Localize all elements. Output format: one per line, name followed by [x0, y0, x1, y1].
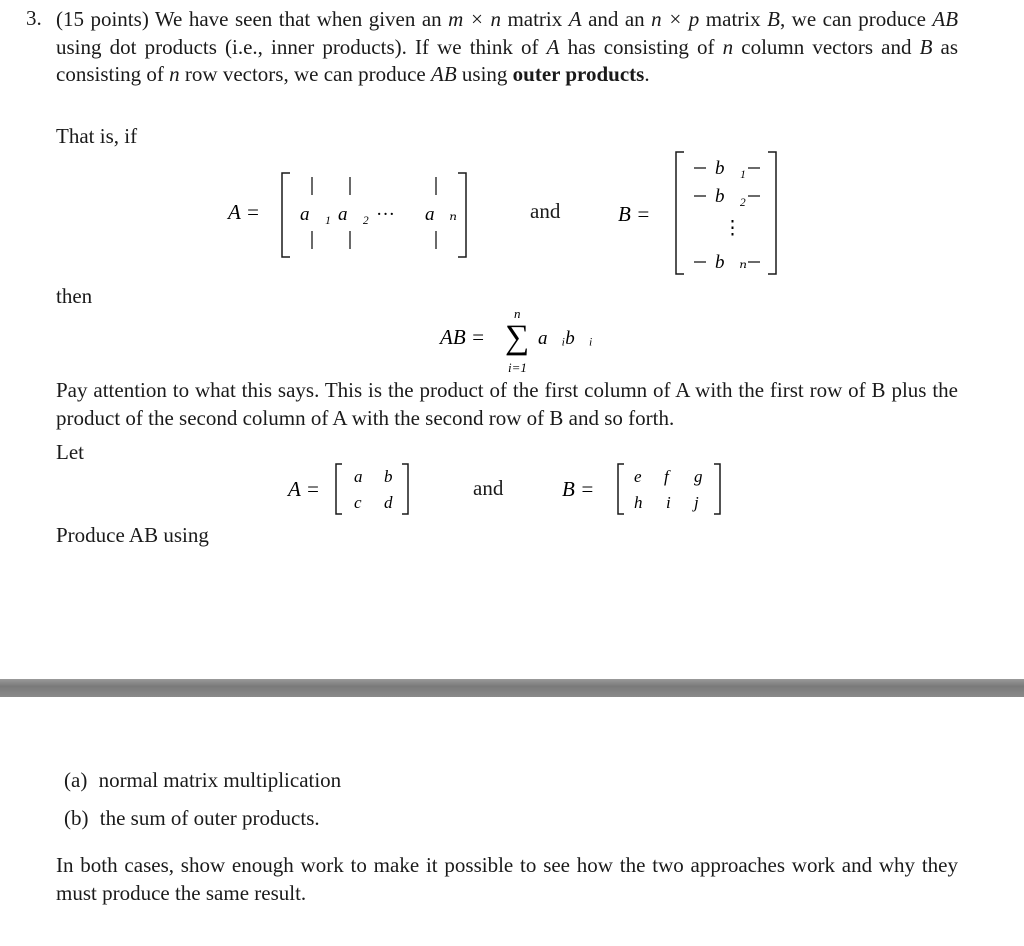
- closing-paragraph: In both cases, show enough work to make it possible to see how the two approaches work and why they must produce the same result.: [56, 853, 958, 905]
- entry-j: j: [694, 493, 699, 512]
- matrix-b-example: [558, 460, 738, 520]
- col-dots: ···: [376, 204, 395, 225]
- entry-g: g: [694, 467, 703, 486]
- matrix-b-example-lhs: B =: [562, 477, 595, 501]
- row-b1: b⃗₁: [715, 158, 746, 179]
- entry-c: c: [354, 493, 362, 512]
- matrix-b-lhs: B =: [618, 202, 651, 226]
- matrix-b-rows: [614, 148, 784, 280]
- entry-e: e: [634, 467, 642, 486]
- matrix-a-example: [284, 460, 424, 520]
- problem-number: 3.: [26, 6, 42, 30]
- let-text: Let: [56, 440, 84, 464]
- sum-term: a⃗ᵢb⃗ᵢ: [538, 328, 593, 349]
- then-text: then: [56, 284, 93, 308]
- part-b-text: the sum of outer products.: [99, 806, 320, 830]
- page-divider: [0, 679, 1024, 697]
- sum-sigma: ∑: [505, 319, 530, 356]
- part-a-label: (a): [64, 768, 88, 792]
- sum-lower: i=1: [508, 360, 527, 375]
- entry-b: b: [384, 467, 393, 486]
- sum-formula: [436, 302, 596, 378]
- part-a: [64, 768, 341, 793]
- part-a-text: normal matrix multiplication: [98, 768, 342, 792]
- entry-d: d: [384, 493, 393, 512]
- row-b2: b⃗₂: [715, 186, 746, 207]
- and-connector-1: and: [530, 199, 561, 223]
- col-a1: a⃗₁: [300, 204, 331, 225]
- part-b-label: (b): [64, 806, 89, 830]
- attention-paragraph: Pay attention to what this says. This is the product of the first column of A with the first row of B plus the product of the second column of A with the second row of B and so forth.: [56, 378, 958, 430]
- entry-h: h: [634, 493, 643, 512]
- entry-i: i: [666, 493, 671, 512]
- and-connector-2: and: [473, 476, 504, 500]
- matrix-a-lhs: A =: [228, 200, 260, 224]
- part-b: [64, 806, 320, 831]
- entry-f: f: [664, 467, 669, 486]
- that-is-text: That is, if: [56, 124, 138, 148]
- problem-statement: (15 points) We have seen that when given an m × n matrix A and an n × p matrix B, we can produce AB using dot products (i.e., inner products). If we think of A has consisting of n column vectors and B as consisting of n row vectors, we can produce AB using outer products.: [56, 7, 959, 86]
- matrix-a-example-lhs: A =: [288, 477, 320, 501]
- col-a2: a⃗₂: [338, 204, 369, 225]
- row-vdots: ⋮: [723, 218, 742, 239]
- outer-products-emphasis: outer products: [512, 62, 645, 86]
- sum-lhs: AB =: [440, 325, 486, 349]
- row-bn: b⃗ₙ: [715, 252, 747, 273]
- produce-text: Produce AB using: [56, 523, 209, 547]
- sum-upper: n: [514, 306, 521, 321]
- col-an: a⃗ₙ: [425, 204, 457, 225]
- entry-a: a: [354, 467, 363, 486]
- matrix-a-columns: [222, 165, 482, 265]
